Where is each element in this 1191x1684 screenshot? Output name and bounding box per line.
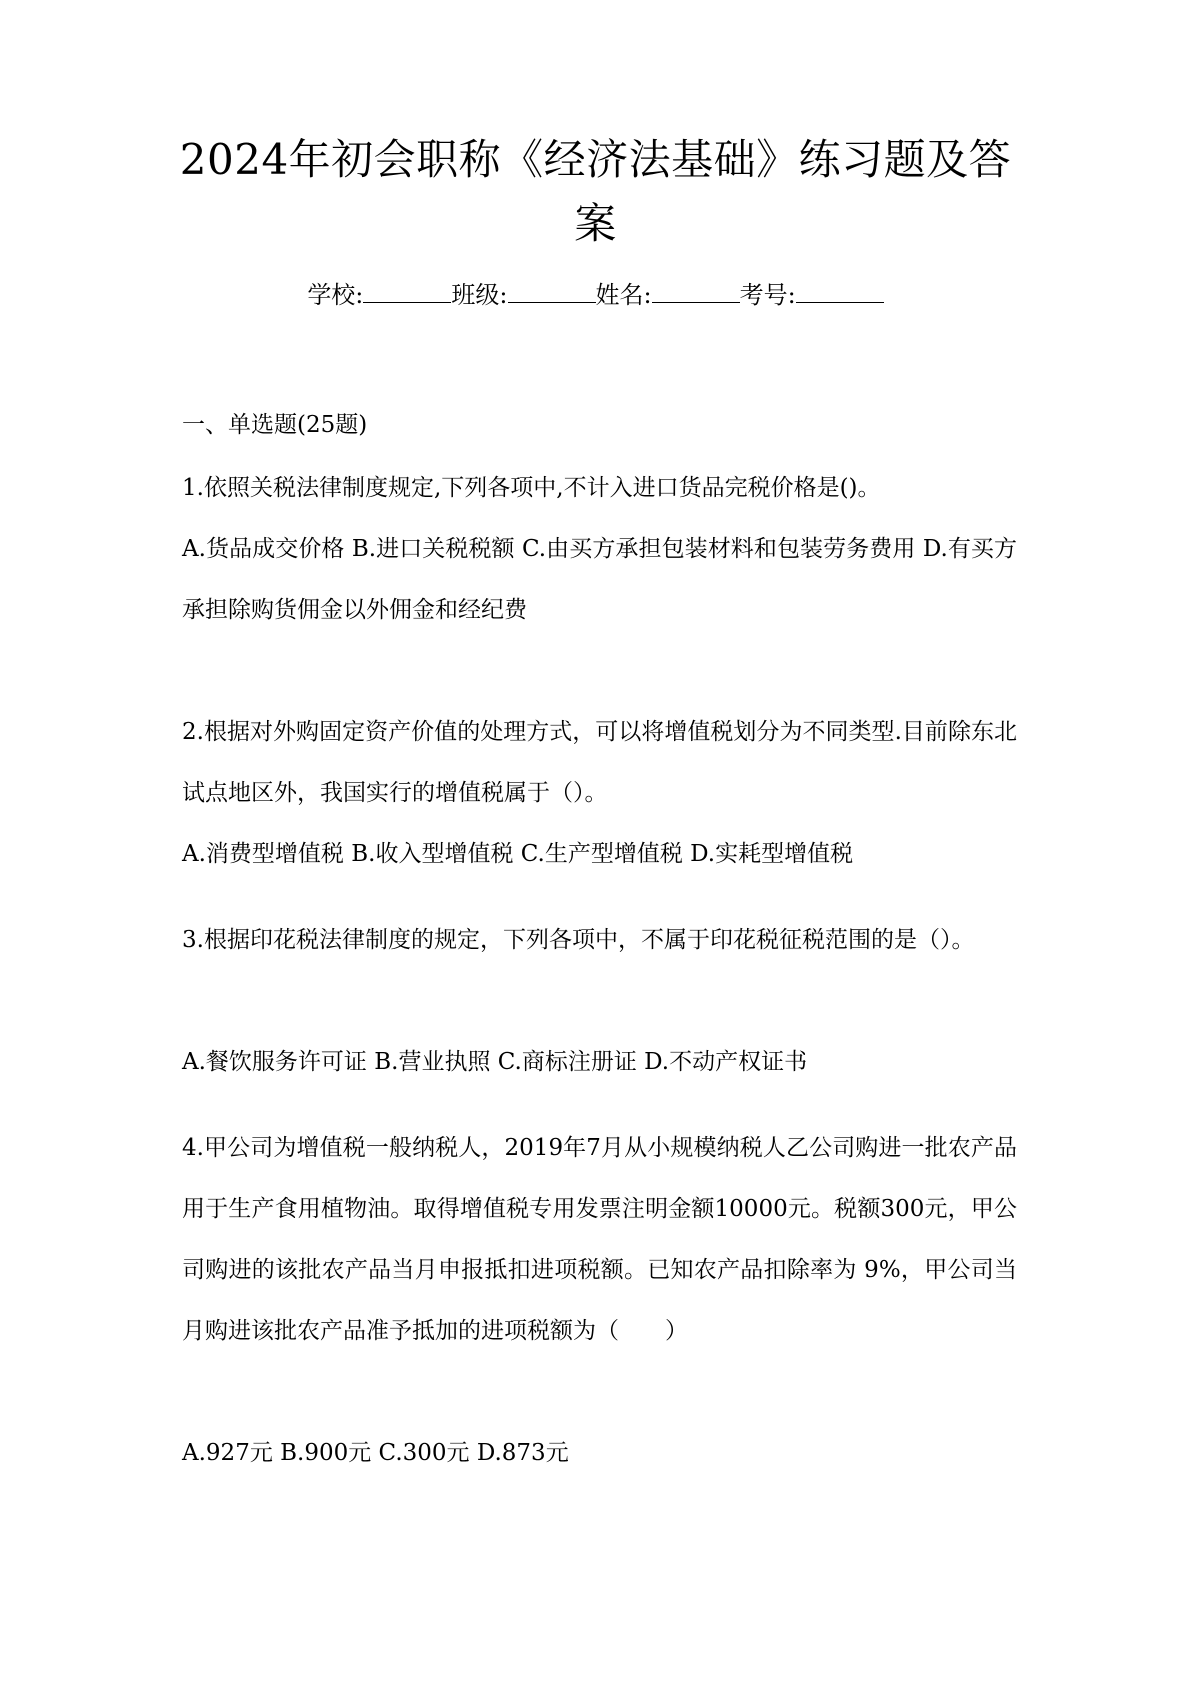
exam-number-blank xyxy=(796,278,884,303)
question-1-options: A.货品成交价格 B.进口关税税额 C.由买方承担包装材料和包装劳务费用 D.有买方承担除购货佣金以外佣金和经纪费 xyxy=(182,536,1017,623)
question-2-options: A.消费型增值税 B.收入型增值税 C.生产型增值税 D.实耗型增值税 xyxy=(182,841,854,867)
document-title: 2024年初会职称《经济法基础》练习题及答案 xyxy=(179,135,1012,248)
class-label: 班级: xyxy=(451,281,508,309)
school-blank xyxy=(363,278,451,303)
section-heading: 一、单选题(25题) xyxy=(182,412,368,438)
question-1-stem: 1.依照关税法律制度规定,下列各项中,不计入进口货品完税价格是()。 xyxy=(182,475,881,501)
class-blank xyxy=(508,278,596,303)
question-3-options: A.餐饮服务许可证 B.营业执照 C.商标注册证 D.不动产权证书 xyxy=(182,1049,808,1075)
school-label: 学校: xyxy=(307,281,364,309)
exam-number-label: 考号: xyxy=(739,281,796,309)
question-2-stem: 2.根据对外购固定资产价值的处理方式，可以将增值税划分为不同类型.目前除东北试点地区外，我国实行的增值税属于（）。 xyxy=(182,719,1017,806)
question-3-stem: 3.根据印花税法律制度的规定，下列各项中，不属于印花税征税范围的是（）。 xyxy=(182,927,975,953)
name-label: 姓名: xyxy=(595,281,652,309)
student-info-line xyxy=(0,278,1191,312)
question-4-options: A.927元 B.900元 C.300元 D.873元 xyxy=(182,1440,569,1466)
name-blank xyxy=(652,278,740,303)
question-4-stem: 4.甲公司为增值税一般纳税人，2019年7月从小规模纳税人乙公司购进一批农产品用于生产食用植物油。取得增值税专用发票注明金额10000元。税额300元，甲公司购进的该批农产品当月申报抵扣进项税额。已知农产品扣除率为 9%，甲公司当月购进该批农产品准予抵加的进项税额为（ ） xyxy=(182,1135,1017,1344)
